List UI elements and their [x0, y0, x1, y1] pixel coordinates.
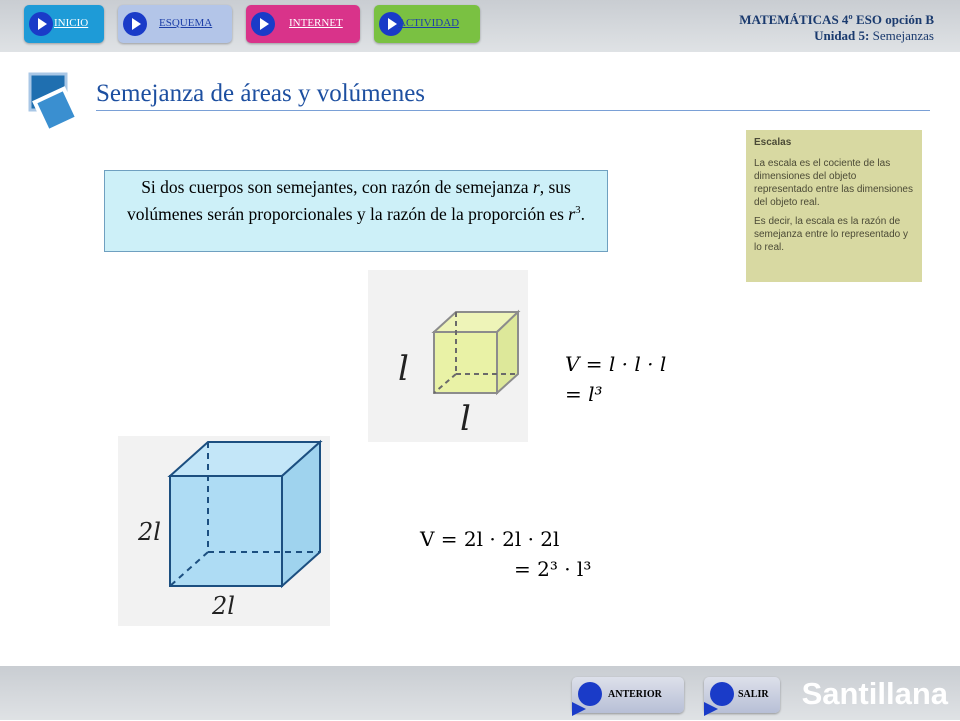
unit-name: Semejanzas	[869, 28, 934, 43]
anterior-label: ANTERIOR	[608, 689, 662, 700]
small-cube-bottom-label: l	[460, 399, 471, 439]
escalas-note	[746, 130, 922, 282]
definition-box	[104, 170, 608, 252]
course-title: MATEMÁTICAS 4º ESO opción B	[739, 12, 934, 27]
santillana-logo: Santillana	[801, 676, 948, 711]
definition-text-c: .	[580, 203, 585, 224]
unit-header	[739, 12, 934, 44]
formula2-line1: V = 2l · 2l · 2l	[420, 527, 560, 551]
anterior-button[interactable]	[572, 677, 684, 713]
inicio-label: INICIO	[54, 17, 89, 29]
actividad-label: ACTIVIDAD	[398, 17, 460, 29]
definition-r: r	[532, 177, 540, 197]
large-cube-left-label: 2l	[138, 518, 161, 546]
small-cube-figure	[368, 270, 528, 442]
salir-label: SALIR	[738, 689, 769, 700]
inicio-button[interactable]	[24, 5, 104, 43]
formula1-line2: = l³	[565, 382, 603, 406]
play-icon	[29, 12, 53, 36]
play-icon	[123, 12, 147, 36]
formula1-line1: V = l · l · l	[565, 352, 667, 376]
internet-button[interactable]	[246, 5, 360, 43]
play-icon	[572, 702, 588, 721]
unit-number: Unidad 5:	[814, 28, 870, 43]
actividad-button[interactable]	[374, 5, 480, 43]
formula2-line2: = 2³ · l³	[514, 557, 592, 581]
escalas-title: Escalas	[754, 137, 792, 148]
esquema-button[interactable]	[118, 5, 232, 43]
large-cube-bottom-label: 2l	[212, 592, 235, 620]
page-title: Semejanza de áreas y volúmenes	[96, 80, 426, 107]
section-icon	[28, 72, 78, 143]
title-underline	[96, 110, 930, 111]
play-icon	[251, 12, 275, 36]
small-cube-left-label: l	[398, 349, 409, 389]
escalas-paragraph-1: La escala es el cociente de las dimensiones del objeto representado entre las dimensiones del objeto real.	[754, 158, 913, 208]
esquema-label: ESQUEMA	[159, 17, 213, 29]
play-icon	[704, 702, 720, 721]
definition-text-b: , sus volúmenes serán proporcionales y la razón de la proporción es	[127, 177, 571, 224]
large-cube-figure	[118, 436, 330, 626]
internet-label: INTERNET	[289, 17, 343, 29]
escalas-paragraph-2: Es decir, la escala es la razón de semejanza entre lo representado y lo real.	[754, 216, 908, 253]
salir-button[interactable]	[704, 677, 780, 713]
definition-r3-exponent: 3	[575, 204, 581, 216]
definition-r3: r	[568, 203, 576, 224]
definition-text-a: Si dos cuerpos son semejantes, con razón de semejanza	[141, 177, 533, 197]
